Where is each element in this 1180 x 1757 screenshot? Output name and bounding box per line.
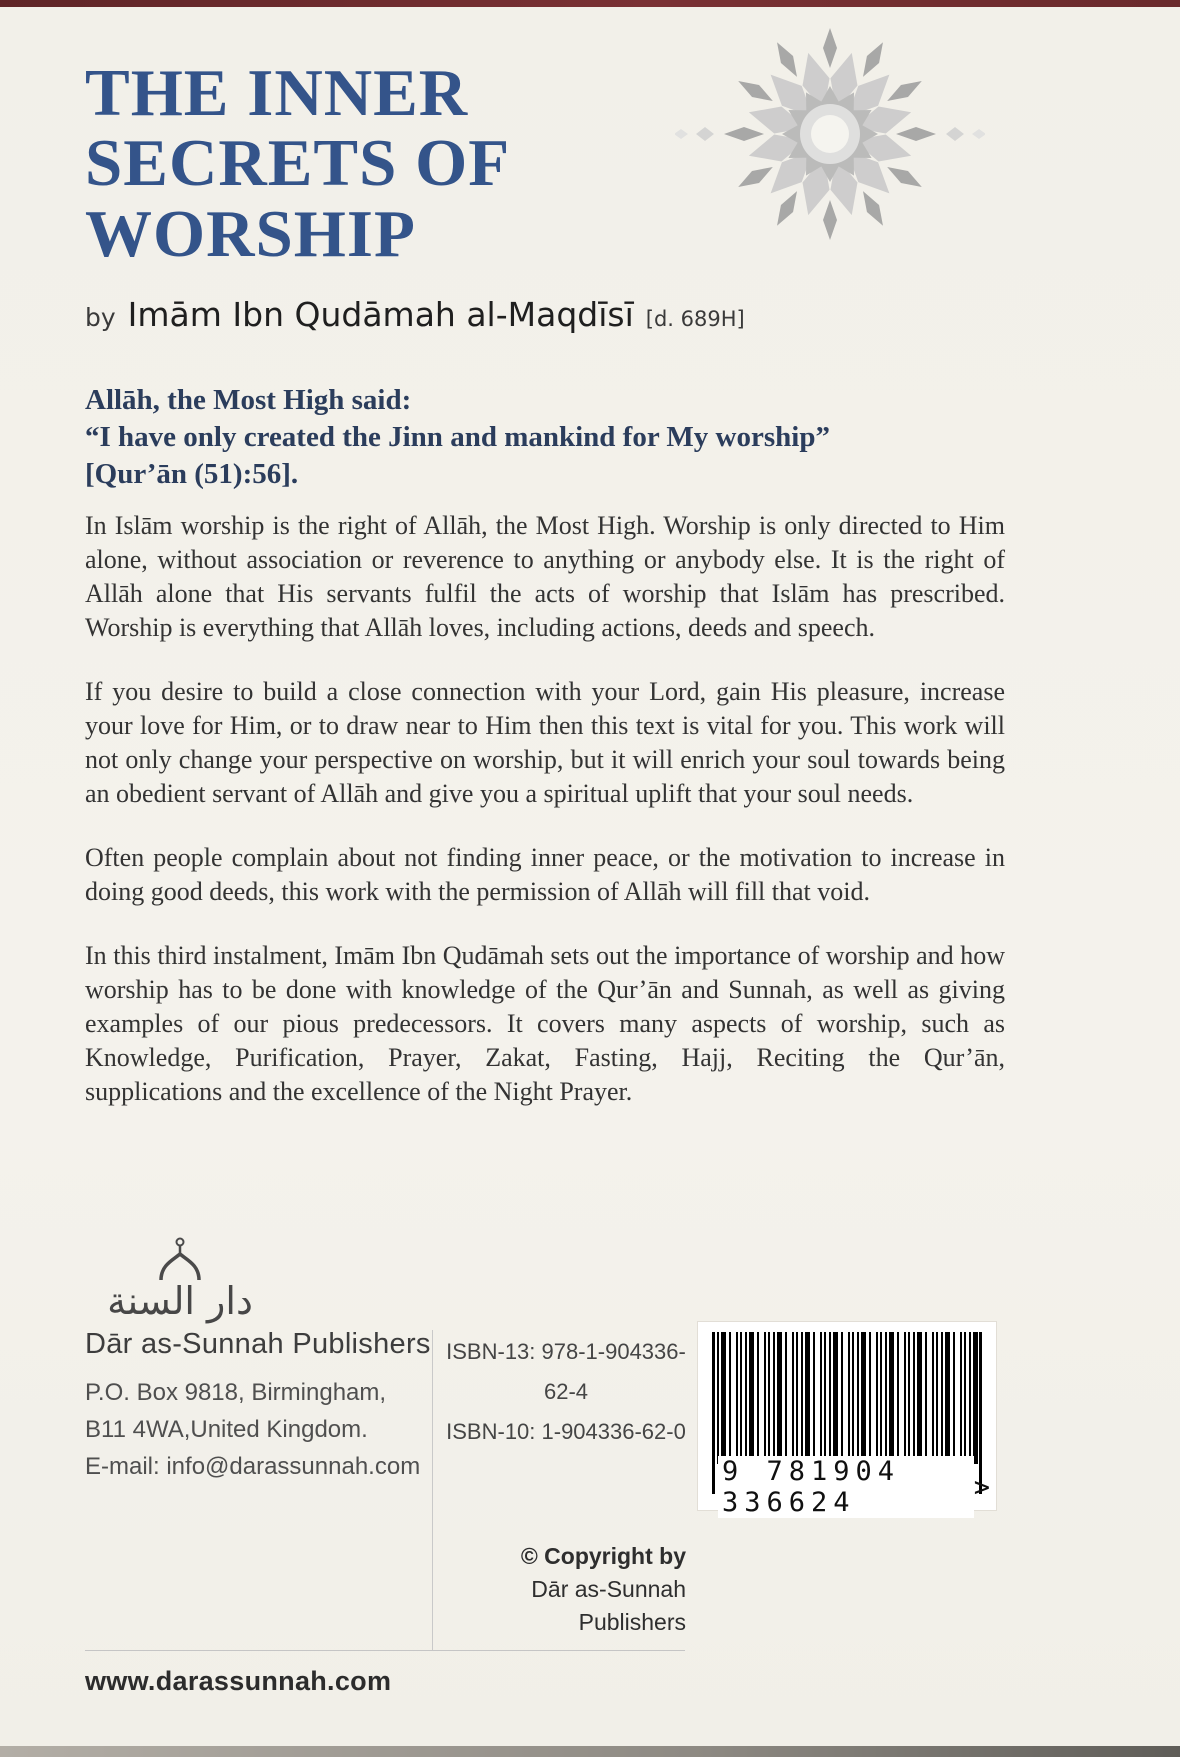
top-edge-trim (0, 0, 1180, 7)
isbn-13: ISBN-13: 978-1-904336-62-4 (446, 1339, 686, 1404)
body-paragraph-2: If you desire to build a close connection with your Lord, gain His pleasure, increase your love for Him, or to draw near to Him then this text is vital for you. This work will not only change your perspective on worship, but it will enrich your soul towards being an obedient servant of Allāh and give you a spiritual uplift that your soul needs. (85, 677, 1005, 809)
barcode-digits: 9 781904 336624 (718, 1456, 974, 1518)
body-paragraph-4: In this third instalment, Imām Ibn Qudāmah sets out the importance of worship and how worship has to be done with knowledge of the Qur’ān and Sunnah, as well as giving examples of our pious predecessors. It covers many aspects of worship, such as Knowledge, Purification, Prayer, Zakat, Fasting, Hajj, Reciting the Qur’ān, supplications and the excellence of the Night Prayer. (85, 941, 1005, 1107)
cover-text-column (85, 58, 1005, 1139)
isbn-block (446, 1332, 686, 1452)
quote-text: “I have only created the Jinn and mankind for My worship” (85, 421, 830, 454)
website-url: www.darassunnah.com (85, 1666, 392, 1696)
barcode (698, 1322, 996, 1518)
isbn-10: ISBN-10: 1-904336-62-0 (446, 1419, 686, 1444)
book-title (85, 58, 1005, 269)
address-line-2: B11 4WA,United Kingdom. (85, 1416, 368, 1443)
title-line-3: WORSHIP (85, 196, 416, 271)
copyright-notice (440, 1540, 686, 1639)
column-divider (432, 1330, 433, 1650)
publisher-logo (85, 1234, 275, 1331)
body-paragraph-1: In Islām worship is the right of Allāh, the Most High. Worship is only directed to Him alone, without association or reverence to anything or anybody else. It is the right of Allāh alone that His servants fulfil the acts of worship that Islām has prescribed. Worship is everything that Allāh loves, including actions, deeds and speech. (85, 511, 1005, 643)
bottom-edge-trim (0, 1746, 1180, 1757)
copyright-line-1: © Copyright by (520, 1543, 686, 1569)
barcode-arrow: > (973, 1471, 990, 1503)
mosque-dome-icon (85, 1234, 275, 1326)
author-death-date: [d. 689H] (645, 307, 745, 332)
quote-reference: [Qur’ān (51):56]. (85, 458, 299, 491)
byline-prefix: by (85, 303, 116, 333)
quote-intro: Allāh, the Most High said: (85, 384, 412, 417)
barcode-bars (712, 1332, 982, 1464)
publisher-name: Dār as-Sunnah Publishers (85, 1328, 431, 1360)
quran-quote (85, 382, 1005, 493)
publisher-address (85, 1374, 420, 1485)
address-line-3: E-mail: info@darassunnah.com (85, 1453, 421, 1480)
title-line-2: SECRETS OF (85, 126, 511, 201)
footer-divider (85, 1650, 685, 1651)
copyright-line-2: Dār as-Sunnah Publishers (531, 1576, 686, 1635)
blurb (85, 509, 1005, 1109)
title-line-1: THE INNER (85, 56, 469, 130)
logo-arabic-text: دار السنة (107, 1279, 253, 1323)
author-name: Imām Ibn Qudāmah al-Maqdīsī (127, 295, 634, 335)
barcode-guard-left (712, 1332, 715, 1494)
barcode-number-row (718, 1456, 990, 1518)
body-paragraph-3: Often people complain about not finding inner peace, or the motivation to increase in doing good deeds, this work with the permission of Allāh will fill that void. (85, 843, 1005, 907)
address-line-1: P.O. Box 9818, Birmingham, (85, 1379, 387, 1406)
byline (85, 295, 1005, 334)
